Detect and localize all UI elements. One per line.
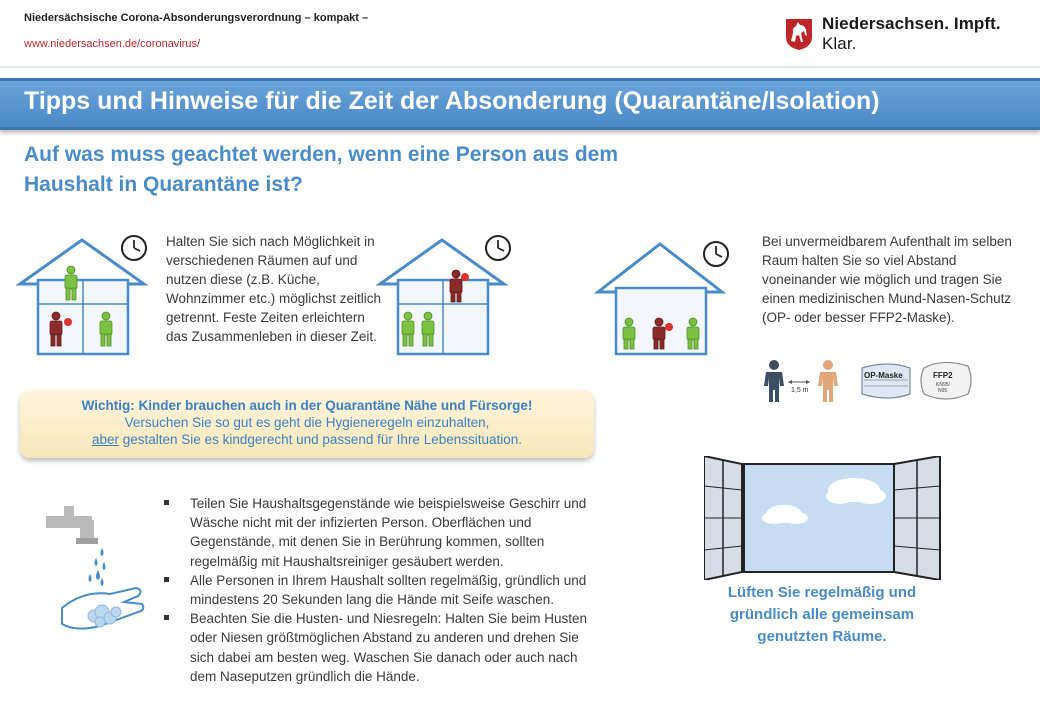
clock-icon (486, 236, 510, 260)
important-callout (20, 390, 594, 458)
page-title: Tipps und Hinweise für die Zeit der Absonderung (Quarantäne/Isolation) (24, 87, 880, 115)
horse-crest-icon (784, 17, 814, 51)
distance-and-masks-icons (758, 358, 988, 406)
person-light-icon (818, 360, 838, 402)
person-dark-icon (764, 360, 784, 402)
document-title: Niedersächsische Corona-Absonderungsverordnung – kompakt – (24, 12, 369, 24)
op-mask-label: OP-Maske (864, 371, 903, 380)
list-item: Alle Personen in Ihrem Haushalt sollten regelmäßig, gründlich und mindestens 20 Sekunden lang die Hände mit Seife waschen. (162, 571, 598, 609)
niedersachsen-logo (784, 14, 1040, 54)
logo-bold-text: Niedersachsen. Impft. (821, 14, 1001, 33)
title-banner (0, 78, 1040, 130)
clock-icon (122, 236, 146, 260)
ffp2-mask-icon (921, 362, 971, 399)
tip-separate-rooms: Halten Sie sich nach Möglichkeit in verschiedenen Räumen auf und nutzen diese (z.B. Küche, Wohnzimmer etc.) möglichst zeitlich getrennt. Feste Zeiten erleichtern das Zusammenleben in dieser Zeit. (166, 234, 382, 344)
ffp2-sub-1: KN95/ (936, 382, 950, 388)
callout-underlined-word: aber (91, 432, 119, 447)
house-separate-rooms-icon (16, 234, 156, 358)
tip-distance-mask: Bei unvermeidbarem Aufenthalt im selben Raum halten Sie so viel Abstand voneinander wie möglich und tragen Sie einen medizinischen Mund-Nasen-Schutz (OP- oder besser FFP2-Maske). (762, 234, 1012, 325)
op-mask-icon (862, 364, 910, 398)
clock-icon (704, 242, 728, 266)
question-line-2: Haushalt in Quarantäne ist? (24, 173, 303, 196)
callout-headline: Wichtig: Kinder brauchen auch in der Quarantäne Nähe und Fürsorge! (81, 398, 533, 413)
hygiene-bullet-list (162, 494, 598, 686)
handwashing-icon (40, 500, 150, 644)
source-url[interactable]: www.niedersachsen.de/coronavirus/ (24, 38, 201, 50)
house-shared-room-icon (594, 234, 744, 358)
list-item: Teilen Sie Haushaltsgegenstände wie beispielsweise Geschirr und Wäsche nicht mit der infizierten Person. Oberflächen und Gegenstände, mit denen Sie in Berührung kommen, sollten regelmäßig mit Haushaltsreiniger gesäubert werden. (162, 494, 598, 571)
ffp2-sub-2: N95 (938, 388, 948, 394)
callout-line-3-rest: gestalten Sie es kindgerecht und passend für Ihre Lebenssituation. (119, 432, 523, 447)
water-drops-icon (89, 548, 106, 586)
ventilation-caption: Lüften Sie regelmäßig und gründlich alle gemeinsam genutzten Räume. (727, 584, 917, 645)
house-time-separation-icon (376, 234, 516, 358)
header-divider (0, 66, 1040, 68)
logo-text (822, 14, 1040, 54)
logo-thin-text: Klar. (821, 34, 857, 53)
question-line-1: Auf was muss geachtet werden, wenn eine Person aus dem (24, 143, 619, 166)
section-question (24, 140, 644, 200)
callout-line-3 (20, 432, 594, 447)
distance-label: 1,5 m (791, 387, 809, 394)
callout-line-2: Versuchen Sie so gut es geht die Hygieneregeln einzuhalten, (124, 415, 490, 430)
open-window-icon (704, 456, 944, 580)
ffp2-label: FFP2 (933, 371, 953, 380)
list-item: Beachten Sie die Husten- und Niesregeln: Halten Sie beim Husten oder Niesen größtmöglichen Abstand zu anderen und drehen Sie sich dabei am besten weg. Waschen Sie danach oder auch nach dem Naseputzen gründlich die Hände. (162, 609, 598, 686)
